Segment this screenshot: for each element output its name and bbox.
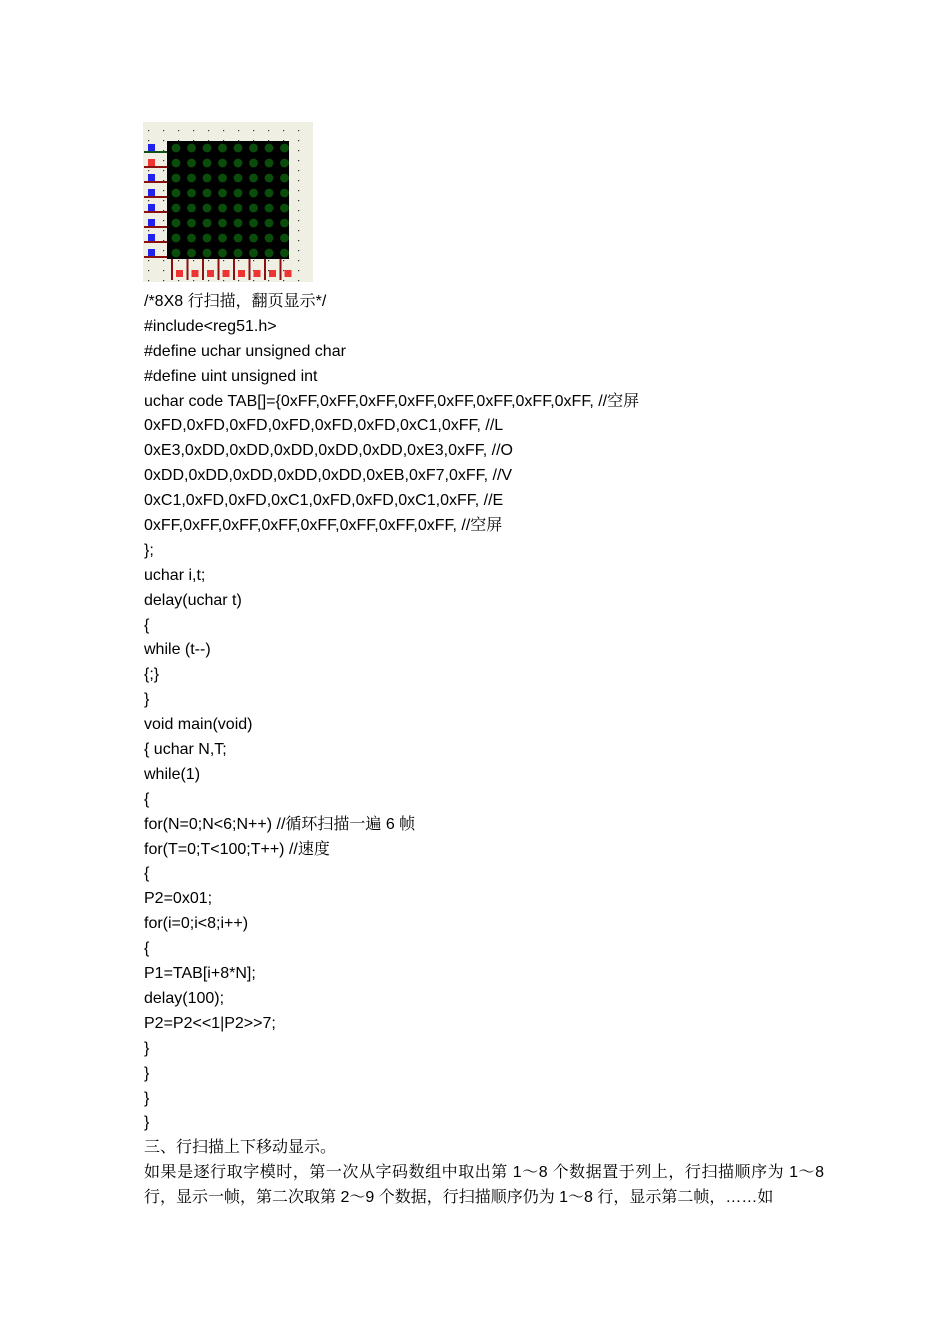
led-dot (172, 234, 181, 243)
led-dot (280, 234, 289, 243)
led-dot (172, 144, 181, 153)
row-pin (148, 249, 155, 256)
led-dot (280, 249, 289, 258)
led-dot (187, 174, 196, 183)
grid-dot (208, 130, 209, 131)
grid-dot (298, 150, 299, 151)
code-line: P1=TAB[i+8*N]; (144, 965, 256, 983)
code-line: { (144, 790, 150, 808)
column-pin (176, 270, 183, 277)
grid-dot (148, 270, 149, 271)
grid-dot (298, 140, 299, 141)
row-pin (148, 234, 155, 241)
grid-dot (148, 230, 149, 231)
led-dot (265, 189, 274, 198)
led-matrix-figure (143, 122, 313, 282)
column-pin (254, 270, 261, 277)
row-pin (148, 189, 155, 196)
column-pin (269, 270, 276, 277)
led-dot (187, 204, 196, 213)
led-dot (249, 159, 258, 168)
led-dot (203, 219, 212, 228)
led-dot (280, 144, 289, 153)
code-line: { (144, 940, 150, 958)
grid-dot (298, 270, 299, 271)
led-dot (249, 204, 258, 213)
led-dot (203, 249, 212, 258)
grid-dot (163, 250, 164, 251)
grid-dot (163, 160, 164, 161)
code-line: } (144, 1089, 150, 1107)
code-line: delay(uchar t) (144, 591, 242, 609)
led-dot (203, 234, 212, 243)
code-listing (144, 290, 824, 1136)
led-dot (218, 189, 227, 198)
led-dot (234, 249, 243, 258)
body-paragraph: 如果是逐行取字模时，第一次从字码数组中取出第 1～8 个数据置于列上，行扫描顺序为 1～8 行，显示一帧，第二次取第 2～9 个数据，行扫描顺序仍为 1～8 行，显示第二帧，……如 (144, 1164, 824, 1207)
column-pin (207, 270, 214, 277)
led-dot (280, 189, 289, 198)
led-dot (187, 159, 196, 168)
led-dot (234, 204, 243, 213)
led-dot (265, 249, 274, 258)
grid-dot (253, 280, 254, 281)
led-dot (249, 234, 258, 243)
code-line: 0xFD,0xFD,0xFD,0xFD,0xFD,0xFD,0xC1,0xFF, //L (144, 417, 504, 435)
led-dot (187, 219, 196, 228)
section-heading: 三、行扫描上下移动显示。 (144, 1139, 337, 1157)
code-line: P2=P2<<1|P2>>7; (144, 1014, 276, 1032)
grid-dot (163, 260, 164, 261)
grid-dot (298, 160, 299, 161)
led-dot (218, 249, 227, 258)
grid-dot (163, 280, 164, 281)
grid-dot (283, 130, 284, 131)
grid-dot (163, 170, 164, 171)
led-dot (265, 234, 274, 243)
code-line: }; (144, 541, 154, 559)
led-dot (187, 144, 196, 153)
code-line: #define uint unsigned int (144, 367, 318, 385)
grid-dot (283, 280, 284, 281)
led-dot (218, 174, 227, 183)
led-matrix-diagram (143, 122, 313, 282)
column-pin (285, 270, 292, 277)
code-line: { uchar N,T; (144, 741, 227, 759)
led-dot (218, 144, 227, 153)
grid-dot (298, 210, 299, 211)
grid-dot (268, 280, 269, 281)
grid-dot (238, 280, 239, 281)
led-dot (234, 159, 243, 168)
grid-dot (163, 270, 164, 271)
led-dot (172, 159, 181, 168)
row-pin (148, 204, 155, 211)
grid-dot (148, 280, 149, 281)
grid-dot (253, 260, 254, 261)
column-pin (223, 270, 230, 277)
led-dot (218, 159, 227, 168)
grid-dot (148, 200, 149, 201)
led-dot (249, 144, 258, 153)
row-pin (148, 174, 155, 181)
led-dot (234, 144, 243, 153)
led-dot (234, 234, 243, 243)
code-line: for(i=0;i<8;i++) (144, 915, 249, 933)
grid-dot (193, 260, 194, 261)
grid-dot (298, 230, 299, 231)
code-line: while(1) (144, 765, 201, 783)
grid-dot (238, 260, 239, 261)
row-pin (148, 159, 155, 166)
code-line: {;} (144, 666, 160, 684)
row-pin (148, 219, 155, 226)
grid-dot (268, 130, 269, 131)
grid-dot (163, 140, 164, 141)
led-dot (203, 144, 212, 153)
grid-dot (148, 140, 149, 141)
grid-dot (178, 130, 179, 131)
led-dot (280, 174, 289, 183)
led-dot (280, 159, 289, 168)
code-line: } (144, 1114, 150, 1132)
grid-dot (253, 130, 254, 131)
code-line: { (144, 865, 150, 883)
column-pin (238, 270, 245, 277)
column-pin (192, 270, 199, 277)
led-dot (187, 189, 196, 198)
code-line: /*8X8 行扫描，翻页显示*/ (144, 293, 327, 310)
led-dot (218, 219, 227, 228)
grid-dot (283, 260, 284, 261)
grid-dot (298, 190, 299, 191)
code-line: #define uchar unsigned char (144, 342, 346, 360)
led-dot (280, 204, 289, 213)
led-dot (218, 234, 227, 243)
led-dot (249, 189, 258, 198)
grid-dot (283, 270, 284, 271)
grid-dot (163, 220, 164, 221)
led-dot (203, 204, 212, 213)
led-dot (234, 189, 243, 198)
led-dot (203, 159, 212, 168)
code-line: } (144, 1039, 150, 1057)
document-body (144, 290, 824, 1211)
code-line: #include<reg51.h> (144, 317, 277, 335)
grid-dot (193, 130, 194, 131)
grid-dot (268, 260, 269, 261)
led-dot (265, 144, 274, 153)
grid-dot (298, 200, 299, 201)
led-dot (172, 249, 181, 258)
led-dot (203, 174, 212, 183)
led-dot (234, 174, 243, 183)
grid-dot (223, 130, 224, 131)
led-dot (172, 189, 181, 198)
grid-dot (208, 280, 209, 281)
grid-dot (148, 130, 149, 131)
grid-dot (178, 260, 179, 261)
led-dot (187, 234, 196, 243)
grid-dot (298, 130, 299, 131)
code-line: 0xE3,0xDD,0xDD,0xDD,0xDD,0xDD,0xE3,0xFF, //O (144, 442, 513, 460)
led-dot (172, 204, 181, 213)
row-pin (148, 144, 155, 151)
grid-dot (298, 240, 299, 241)
grid-dot (163, 130, 164, 131)
grid-dot (178, 280, 179, 281)
code-line: P2=0x01; (144, 890, 213, 908)
led-dot (265, 219, 274, 228)
grid-dot (163, 190, 164, 191)
grid-dot (298, 260, 299, 261)
code-line: 0xFF,0xFF,0xFF,0xFF,0xFF,0xFF,0xFF,0xFF, //空屏 (144, 517, 503, 535)
led-dot (234, 219, 243, 228)
code-line: delay(100); (144, 989, 225, 1007)
code-line: { (144, 616, 150, 634)
grid-dot (148, 170, 149, 171)
code-line: for(N=0;N<6;N++) //循环扫描一遍 6 帧 (144, 815, 416, 833)
grid-dot (163, 230, 164, 231)
grid-dot (298, 180, 299, 181)
grid-dot (208, 260, 209, 261)
led-dot (265, 174, 274, 183)
code-line: } (144, 1064, 150, 1082)
led-dot (187, 249, 196, 258)
grid-dot (298, 280, 299, 281)
grid-dot (298, 170, 299, 171)
led-dot (249, 249, 258, 258)
code-line: while (t--) (144, 641, 211, 659)
led-dot (172, 219, 181, 228)
code-line: } (144, 691, 150, 709)
grid-dot (298, 250, 299, 251)
led-dot (265, 204, 274, 213)
code-line: for(T=0;T<100;T++) //速度 (144, 840, 330, 858)
code-line: uchar i,t; (144, 566, 206, 584)
led-dot (280, 219, 289, 228)
code-line: 0xC1,0xFD,0xFD,0xC1,0xFD,0xFD,0xC1,0xFF, //E (144, 492, 504, 510)
grid-dot (298, 220, 299, 221)
code-line: uchar code TAB[]={0xFF,0xFF,0xFF,0xFF,0xFF,0xFF,0xFF,0xFF, //空屏 (144, 392, 640, 410)
grid-dot (223, 280, 224, 281)
grid-dot (163, 200, 164, 201)
led-dot (172, 174, 181, 183)
grid-dot (193, 280, 194, 281)
led-dot (218, 204, 227, 213)
led-dot (203, 189, 212, 198)
code-line: void main(void) (144, 716, 253, 734)
grid-dot (148, 260, 149, 261)
led-dot (249, 174, 258, 183)
grid-dot (223, 260, 224, 261)
grid-dot (238, 130, 239, 131)
led-dot (249, 219, 258, 228)
led-dot (265, 159, 274, 168)
code-line: 0xDD,0xDD,0xDD,0xDD,0xDD,0xEB,0xF7,0xFF, //V (144, 467, 513, 485)
